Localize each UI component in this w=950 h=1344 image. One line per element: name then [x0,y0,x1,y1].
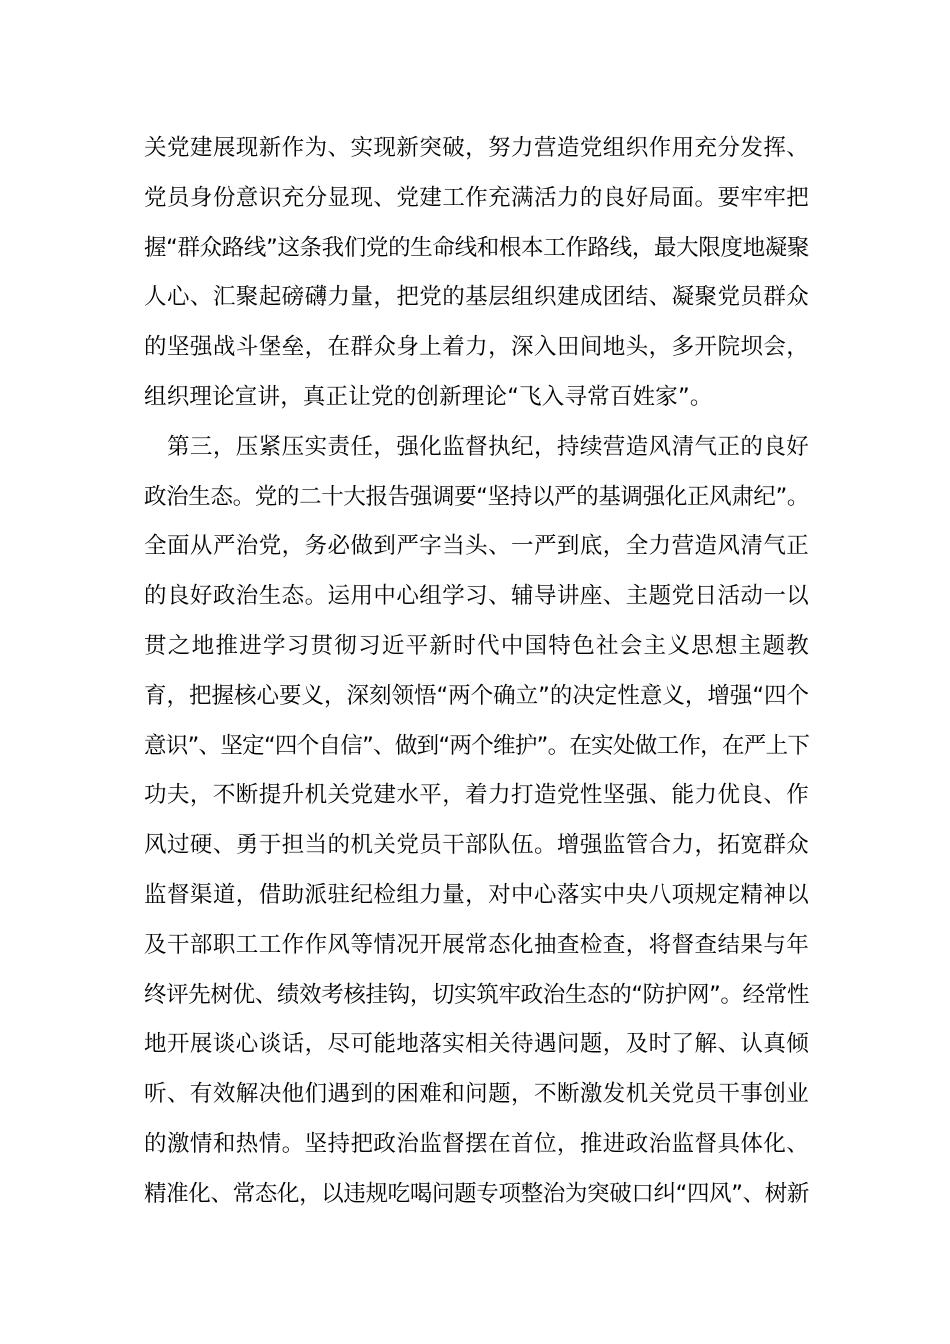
text-line: 人心、汇聚起磅礴力量，把党的基层组织建成团结、凝聚党员群众 [144,284,809,311]
text-line: 的激情和热情。坚持把政治监督摆在首位，推进政治监督具体化、 [144,1130,809,1157]
text-line: 功夫，不断提升机关党建水平，着力打造党性坚强、能力优良、作 [144,782,809,809]
text-line: 意识”、坚定“四个自信”、做到“两个维护”。在实处做工作，在严上下 [144,732,810,759]
text-line: 监督渠道，借助派驻纪检组力量，对中心落实中央八项规定精神以 [144,881,809,908]
text-line: 党员身份意识充分显现、党建工作充满活力的良好局面。要牢牢把 [144,184,809,211]
text-line: 听、有效解决他们遇到的困难和问题，不断激发机关党员干事创业 [144,1081,809,1108]
text-line: 育，把握核心要义，深刻领悟“两个确立”的决定性意义，增强“四个 [144,682,809,709]
text-line: 精准化、常态化，以违规吃喝问题专项整治为突破口纠“四风”、树新 [144,1180,809,1207]
text-line: 贯之地推进学习贯彻习近平新时代中国特色社会主义思想主题教 [144,632,809,659]
text-line: 握“群众路线”这条我们党的生命线和根本工作路线，最大限度地凝聚 [144,234,809,261]
text-line: 的良好政治生态。运用中心组学习、辅导讲座、主题党日活动一以 [144,583,809,610]
text-line: 终评先树优、绩效考核挂钩，切实筑牢政治生态的“防护网”。经常性 [144,981,809,1008]
text-line: 及干部职工工作作风等情况开展常态化抽查检查，将督查结果与年 [144,931,809,958]
text-line: 关党建展现新作为、实现新突破，努力营造党组织作用充分发挥、 [144,135,809,161]
paragraph-start-line: 第三，压紧压实责任，强化监督执纪，持续营造风清气正的良好 [144,433,809,460]
text-line: 风过硬、勇于担当的机关党员干部队伍。增强监管合力，拓宽群众 [144,832,809,859]
text-line: 全面从严治党，务必做到严字当头、一严到底，全力营造风清气正 [144,533,809,560]
text-line: 的坚强战斗堡垒，在群众身上着力，深入田间地头，多开院坝会， [144,334,809,361]
text-line: 政治生态。党的二十大报告强调要“坚持以严的基调强化正风肃纪”。 [144,483,809,510]
body-text [144,124,809,1220]
text-line: 组织理论宣讲，真正让党的创新理论“飞入寻常百姓家”。 [144,383,713,410]
text-line: 地开展谈心谈话，尽可能地落实相关待遇问题，及时了解、认真倾 [144,1031,809,1058]
